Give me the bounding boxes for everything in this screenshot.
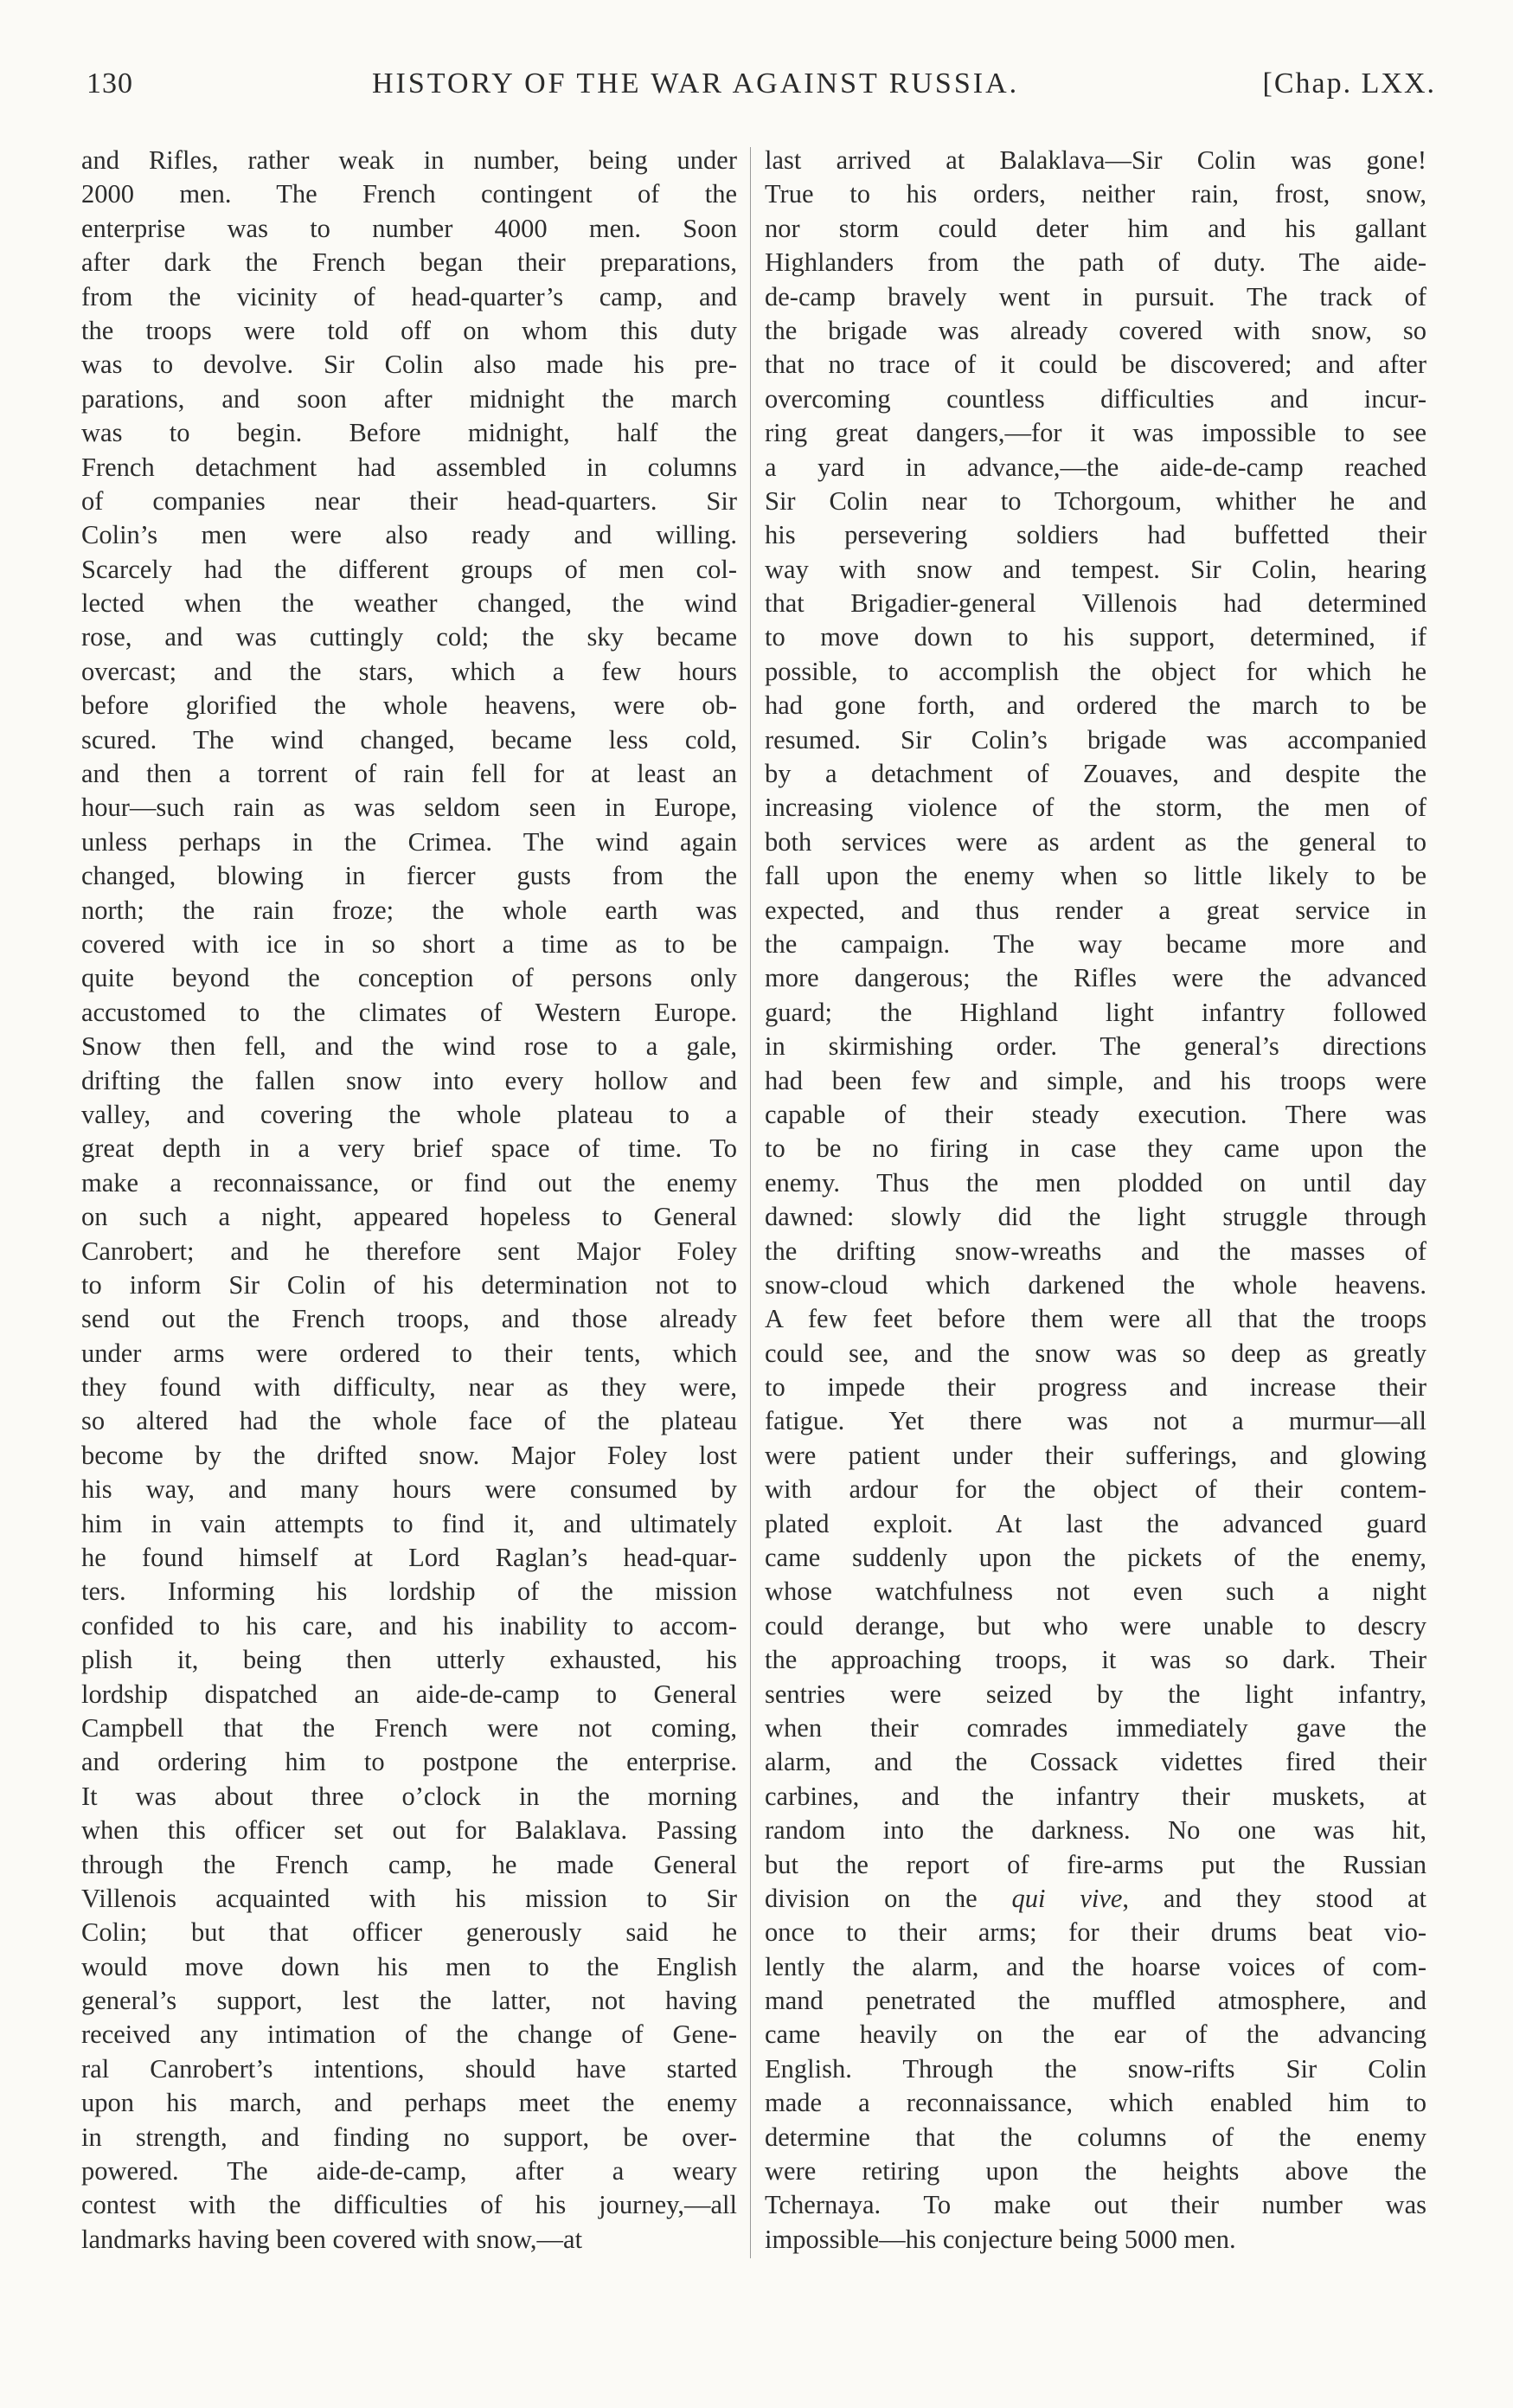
text-line: he found himself at Lord Raglan’s head-quar- — [81, 1543, 737, 1573]
text-line: on such a night, appeared hopeless to General — [81, 1202, 737, 1232]
column-divider — [750, 147, 751, 2258]
text-line: last arrived at Balaklava—Sir Colin was gone! — [765, 145, 1426, 175]
text-line: scured. The wind changed, became less cold, — [81, 724, 737, 755]
text-line: Tchernaya. To make out their number was — [765, 2190, 1426, 2220]
text-line: Highlanders from the path of duty. The aide- — [765, 247, 1426, 278]
text-line: alarm, and the Cossack videttes fired their — [765, 1747, 1426, 1777]
text-line: division on the qui vive, and they stood at — [765, 1883, 1426, 1913]
text-line: so altered had the whole face of the plateau — [81, 1406, 737, 1436]
text-line: lordship dispatched an aide-de-camp to General — [81, 1679, 737, 1709]
text-line: was to begin. Before midnight, half the — [81, 418, 737, 448]
text-line: would move down his men to the English — [81, 1951, 737, 1981]
text-line: they found with difficulty, near as they were, — [81, 1372, 737, 1403]
text-line: impossible—his conjecture being 5000 men. — [765, 2224, 1236, 2254]
text-line: whose watchfulness not even such a night — [765, 1576, 1426, 1607]
text-line: were retiring upon the heights above the — [765, 2156, 1426, 2186]
text-line: with ardour for the object of their contem- — [765, 1474, 1426, 1505]
text-line: confided to his care, and his inability to accom- — [81, 1610, 737, 1641]
text-line: nor storm could deter him and his gallant — [765, 213, 1426, 243]
text-line: general’s support, lest the latter, not having — [81, 1986, 737, 2016]
text-line: accustomed to the climates of Western Europe. — [81, 997, 737, 1027]
chapter-label: [Chap. LXX. — [1262, 67, 1436, 100]
text-line: under arms were ordered to their tents, which — [81, 1338, 737, 1368]
text-line: dawned: slowly did the light struggle through — [765, 1202, 1426, 1232]
text-line: ring great dangers,—for it was impossible to see — [765, 418, 1426, 448]
text-line: the campaign. The way became more and — [765, 928, 1426, 959]
text-line: through the French camp, he made General — [81, 1849, 737, 1879]
text-line: a yard in advance,—the aide-de-camp reached — [765, 452, 1426, 482]
text-line: came suddenly upon the pickets of the enemy, — [765, 1543, 1426, 1573]
running-header — [87, 67, 1436, 119]
text-line: north; the rain froze; the whole earth was — [81, 895, 737, 925]
text-line: 2000 men. The French contingent of the — [81, 179, 737, 209]
text-line: plated exploit. At last the advanced guard — [765, 1508, 1426, 1538]
text-line: the troops were told off on whom this duty — [81, 315, 737, 345]
text-line: and then a torrent of rain fell for at least an — [81, 759, 737, 789]
text-line: to move down to his support, determined, if — [765, 622, 1426, 652]
text-line: fall upon the enemy when so little likely to be — [765, 861, 1426, 891]
text-line: changed, blowing in fiercer gusts from the — [81, 861, 737, 891]
text-line: of companies near their head-quarters. Sir — [81, 485, 737, 516]
page-number: 130 — [87, 67, 133, 100]
running-title: HISTORY OF THE WAR AGAINST RUSSIA. — [372, 67, 1020, 100]
text-line: ters. Informing his lordship of the mission — [81, 1576, 737, 1607]
text-line: random into the darkness. No one was hit, — [765, 1815, 1426, 1846]
text-line: his persevering soldiers had buffetted their — [765, 520, 1426, 550]
text-line: increasing violence of the storm, the men of — [765, 793, 1426, 823]
text-line: quite beyond the conception of persons only — [81, 963, 737, 993]
text-line: landmarks having been covered with snow,—at — [81, 2224, 583, 2254]
text-line: came heavily on the ear of the advancing — [765, 2020, 1426, 2050]
text-line: by a detachment of Zouaves, and despite the — [765, 759, 1426, 789]
text-line: and Rifles, rather weak in number, being under — [81, 145, 737, 175]
text-line: capable of their steady execution. There was — [765, 1099, 1426, 1129]
text-line: unless perhaps in the Crimea. The wind again — [81, 826, 737, 857]
text-line: rose, and was cuttingly cold; the sky became — [81, 622, 737, 652]
text-line: determine that the columns of the enemy — [765, 2122, 1426, 2152]
text-line: before glorified the whole heavens, were ob- — [81, 690, 737, 721]
text-line: to impede their progress and increase their — [765, 1372, 1426, 1403]
text-line: overcast; and the stars, which a few hours — [81, 656, 737, 686]
left-column — [81, 144, 737, 2257]
text-line: enemy. Thus the men plodded on until day — [765, 1167, 1426, 1198]
text-line: Colin; but that officer generously said he — [81, 1917, 737, 1948]
text-line: the drifting snow-wreaths and the masses of — [765, 1236, 1426, 1266]
text-line: enterprise was to number 4000 men. Soon — [81, 213, 737, 243]
text-line: when this officer set out for Balaklava. Passing — [81, 1815, 737, 1846]
text-line: Canrobert; and he therefore sent Major Foley — [81, 1236, 737, 1266]
text-line: the approaching troops, it was so dark. Their — [765, 1645, 1426, 1675]
text-line: hour—such rain as was seldom seen in Europe, — [81, 793, 737, 823]
text-line: make a reconnaissance, or find out the enemy — [81, 1167, 737, 1198]
text-line: upon his march, and perhaps meet the enemy — [81, 2088, 737, 2118]
text-line: resumed. Sir Colin’s brigade was accompanied — [765, 724, 1426, 755]
text-line: great depth in a very brief space of time. To — [81, 1133, 737, 1164]
text-line: send out the French troops, and those already — [81, 1304, 737, 1334]
text-line: covered with ice in so short a time as to be — [81, 928, 737, 959]
text-line: him in vain attempts to find it, and ultimately — [81, 1508, 737, 1538]
text-line: that Brigadier-general Villenois had determined — [765, 588, 1426, 619]
text-line: A few feet before them were all that the troops — [765, 1304, 1426, 1334]
text-line: snow-cloud which darkened the whole heavens. — [765, 1269, 1426, 1300]
text-line: True to his orders, neither rain, frost, snow, — [765, 179, 1426, 209]
text-line: lently the alarm, and the hoarse voices of com- — [765, 1951, 1426, 1981]
text-line: but the report of fire-arms put the Russian — [765, 1849, 1426, 1879]
text-line: ral Canrobert’s intentions, should have started — [81, 2053, 737, 2084]
text-line: French detachment had assembled in columns — [81, 452, 737, 482]
text-line: in skirmishing order. The general’s directions — [765, 1031, 1426, 1062]
text-line: parations, and soon after midnight the march — [81, 383, 737, 414]
text-line: contest with the difficulties of his journey,—all — [81, 2190, 737, 2220]
text-line: received any intimation of the change of Gene- — [81, 2020, 737, 2050]
text-line: could derange, but who were unable to descry — [765, 1610, 1426, 1641]
text-line: Sir Colin near to Tchorgoum, whither he and — [765, 485, 1426, 516]
text-line: his way, and many hours were consumed by — [81, 1474, 737, 1505]
text-line: once to their arms; for their drums beat vio- — [765, 1917, 1426, 1948]
text-line: could see, and the snow was so deep as greatly — [765, 1338, 1426, 1368]
text-line: that no trace of it could be discovered; and after — [765, 350, 1426, 380]
right-column — [765, 144, 1426, 2257]
text-line: after dark the French began their preparations, — [81, 247, 737, 278]
text-line: more dangerous; the Rifles were the advanced — [765, 963, 1426, 993]
text-line: It was about three o’clock in the morning — [81, 1781, 737, 1811]
text-line: drifting the fallen snow into every hollow and — [81, 1065, 737, 1095]
text-line: become by the drifted snow. Major Foley lost — [81, 1440, 737, 1470]
text-line: sentries were seized by the light infantry, — [765, 1679, 1426, 1709]
text-line: was to devolve. Sir Colin also made his pre- — [81, 350, 737, 380]
text-line: carbines, and the infantry their muskets, at — [765, 1781, 1426, 1811]
text-line: de-camp bravely went in pursuit. The track of — [765, 281, 1426, 311]
text-line: Colin’s men were also ready and willing. — [81, 520, 737, 550]
text-line: powered. The aide-de-camp, after a weary — [81, 2156, 737, 2186]
text-line: Villenois acquainted with his mission to Sir — [81, 1883, 737, 1913]
text-line: fatigue. Yet there was not a murmur—all — [765, 1406, 1426, 1436]
text-line: guard; the Highland light infantry followed — [765, 997, 1426, 1027]
text-line: possible, to accomplish the object for which he — [765, 656, 1426, 686]
text-line: the brigade was already covered with snow, so — [765, 315, 1426, 345]
text-line: English. Through the snow-rifts Sir Colin — [765, 2053, 1426, 2084]
text-line: Snow then fell, and the wind rose to a gale, — [81, 1031, 737, 1062]
text-line: Campbell that the French were not coming, — [81, 1712, 737, 1743]
text-line: Scarcely had the different groups of men col- — [81, 554, 737, 584]
text-line: valley, and covering the whole plateau to a — [81, 1099, 737, 1129]
text-line: mand penetrated the muffled atmosphere, and — [765, 1986, 1426, 2016]
text-line: when their comrades immediately gave the — [765, 1712, 1426, 1743]
text-line: had gone forth, and ordered the march to be — [765, 690, 1426, 721]
text-line: in strength, and finding no support, be over- — [81, 2122, 737, 2152]
text-line: and ordering him to postpone the enterprise. — [81, 1747, 737, 1777]
text-line: lected when the weather changed, the wind — [81, 588, 737, 619]
text-line: made a reconnaissance, which enabled him to — [765, 2088, 1426, 2118]
text-line: to inform Sir Colin of his determination not to — [81, 1269, 737, 1300]
text-line: overcoming countless difficulties and incur- — [765, 383, 1426, 414]
text-line: way with snow and tempest. Sir Colin, hearing — [765, 554, 1426, 584]
text-line: both services were as ardent as the general to — [765, 826, 1426, 857]
text-line: had been few and simple, and his troops were — [765, 1065, 1426, 1095]
text-line: from the vicinity of head-quarter’s camp, and — [81, 281, 737, 311]
text-line: plish it, being then utterly exhausted, his — [81, 1645, 737, 1675]
text-line: expected, and thus render a great service in — [765, 895, 1426, 925]
text-line: to be no firing in case they came upon the — [765, 1133, 1426, 1164]
text-line: were patient under their sufferings, and glowing — [765, 1440, 1426, 1470]
